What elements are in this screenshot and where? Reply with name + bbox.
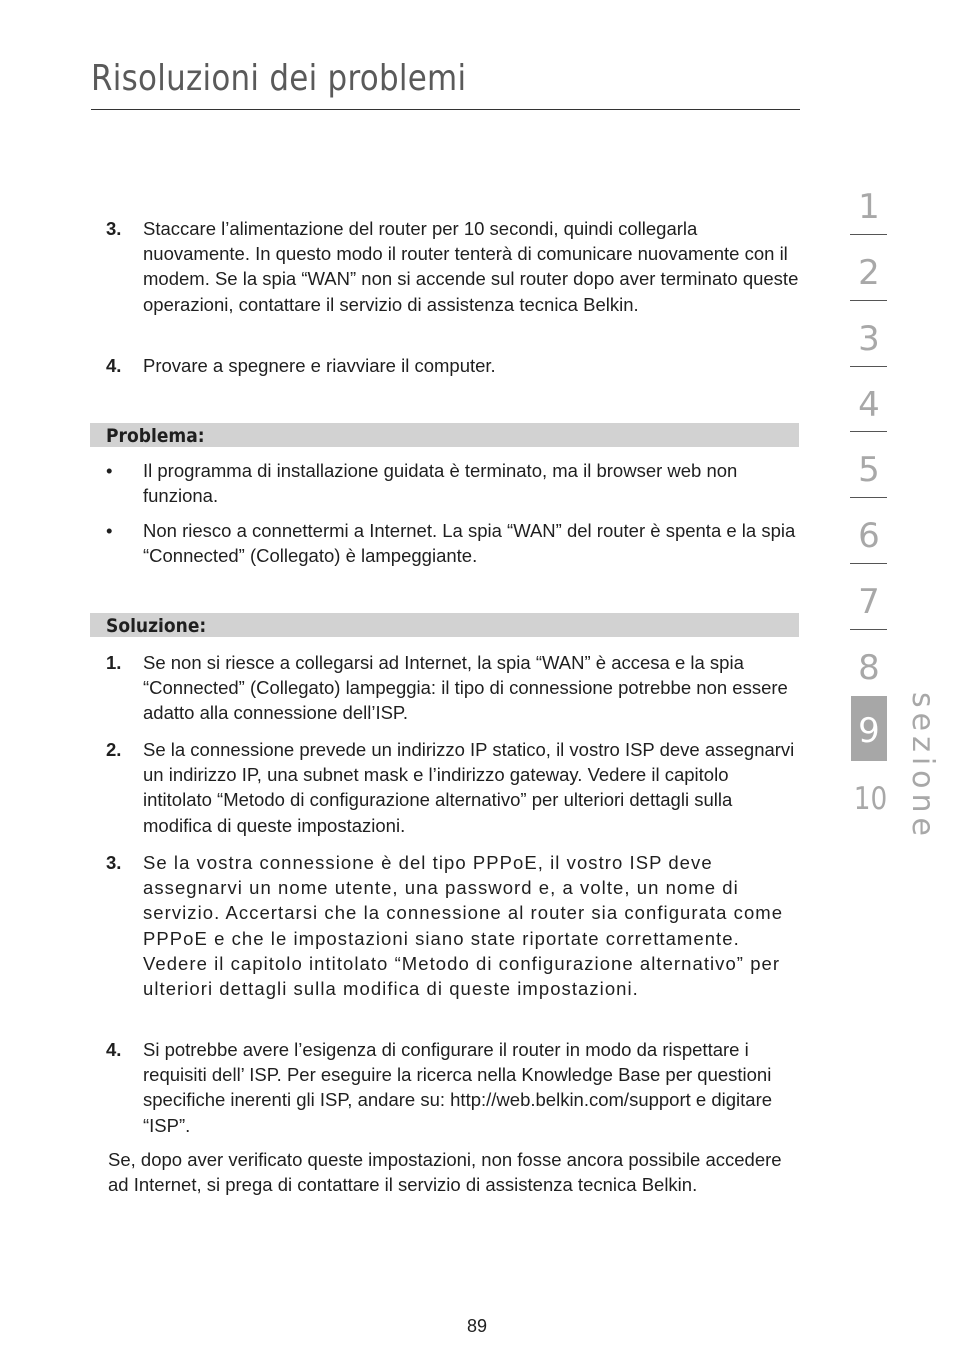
tab-divider [850,629,887,630]
step-text: Se la connessione prevede un indirizzo IP statico, il vostro ISP deve assegnarvi un indirizzo IP, una subnet mask e l’indirizzo gateway. Vedere il capitolo intitolato “Metodo di configurazione alternativo” per ulteriori dettagli sulla modifica di queste impostazioni. [143,739,795,836]
bullet-text: Il programma di installazione guidata è terminato, ma il browser web non funziona. [143,460,738,507]
section-tab-6: 6 [858,516,880,556]
step-number: 3. [106,852,122,873]
tab-divider [850,563,887,564]
tab-divider [850,366,887,367]
step-number: 4. [106,1039,122,1060]
step-number: 1. [106,652,122,673]
solution-step-4 [106,1037,800,1138]
step-number: 2. [106,739,122,760]
step-3-top [106,216,800,317]
section-tab-3: 3 [858,319,880,359]
tab-divider [850,497,887,498]
solution-step-1 [106,650,800,726]
problem-label: Problema: [106,425,205,447]
tab-divider [850,431,887,432]
page-title: Risoluzioni dei problemi [91,58,467,99]
section-tab-2: 2 [858,253,880,293]
tab-divider [850,234,887,235]
step-text: Se non si riesce a collegarsi ad Internet, la spia “WAN” è accesa e la spia “Connected” (Collegato) lampeggia: il tipo di connessione potrebbe non essere adatto alla connessione dell’ISP. [143,652,788,724]
bullet-mark: • [106,460,113,481]
step-text: Se la vostra connessione è del tipo PPPoE, il vostro ISP deve assegnarvi un nome utente, una password e, a volte, un nome di servizio. Accertarsi che la connessione al router sia configurata come PPPoE e che le impostazioni siano state riportate correttamente. Vedere il capitolo intitolato “Metodo di configurazione alternativo” per ulteriori dettagli sulla modifica di queste impostazioni. [143,852,784,1000]
problem-bullet [106,458,800,508]
section-tab-9-active: 9 [851,696,887,761]
section-tab-1: 1 [858,187,880,227]
closing-paragraph: Se, dopo aver verificato queste impostazioni, non fosse ancora possibile accedere ad Internet, si prega di contattare il servizio di assistenza tecnica Belkin. [108,1149,782,1196]
section-tab-5: 5 [858,450,880,490]
step-text: Provare a spegnere e riavviare il computer. [143,355,496,376]
step-text: Si potrebbe avere l’esigenza di configurare il router in modo da rispettare i requisiti dell’ ISP. Per eseguire la ricerca nella Knowledge Base per questioni specifiche inerenti gli ISP, andare su: http://web.belkin.com/support e digitare “ISP”. [143,1039,773,1136]
solution-step-2 [106,737,800,838]
section-tab-4: 4 [858,385,880,425]
bullet-text: Non riesco a connettermi a Internet. La spia “WAN” del router è spenta e la spia “Connected” (Collegato) è lampeggiante. [143,520,796,567]
solution-step-3 [106,850,800,1001]
tab-divider [850,300,887,301]
section-tab-8: 8 [858,648,880,688]
section-tab-7: 7 [858,582,880,622]
step-text: Staccare l’alimentazione del router per 10 secondi, quindi collegarla nuovamente. In questo modo il router tenterà di comunicare nuovamente con il modem. Se la spia “WAN” non si accende sul router dopo aver terminato queste operazioni, contattare il servizio di assistenza tecnica Belkin. [143,218,799,315]
problem-bullet [106,518,800,568]
page-number: 89 [466,1316,488,1336]
problem-header-bar [90,423,799,447]
title-divider [91,109,800,110]
section-tab-10: 10 [853,781,888,817]
step-4-top [106,353,800,378]
solution-label: Soluzione: [106,615,207,637]
step-number: 3. [106,218,122,239]
step-number: 4. [106,355,122,376]
section-label: sezione [905,692,940,841]
bullet-mark: • [106,520,113,541]
solution-header-bar [90,613,799,637]
